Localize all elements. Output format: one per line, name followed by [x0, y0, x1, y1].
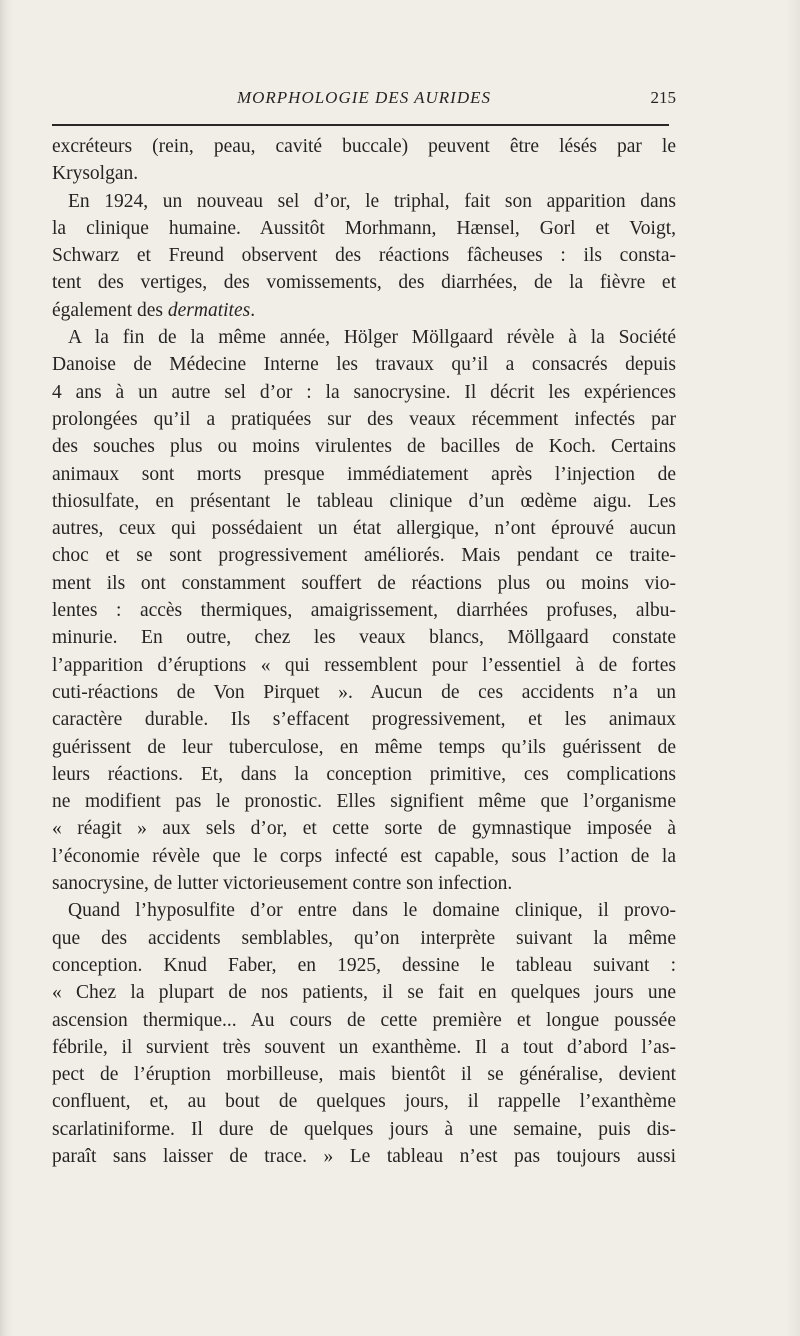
text-line: tent des vertiges, des vomissements, des diarrhées, de la fièvre et	[52, 272, 676, 294]
header-rule	[52, 124, 669, 126]
text-line: scarlatiniforme. Il dure de quelques jours à une semaine, puis dis-	[52, 1118, 676, 1140]
body-text	[52, 133, 676, 1170]
text-line: A la fin de la même année, Hölger Möllgaard révèle à la Société	[68, 327, 676, 349]
text-line: Danoise de Médecine Interne les travaux qu’il a consacrés depuis	[52, 354, 676, 376]
running-head: MORPHOLOGIE DES AURIDES	[236, 88, 492, 107]
text-line: paraît sans laisser de trace. » Le tableau n’est pas toujours aussi	[52, 1145, 676, 1167]
text-line: guérissent de leur tuberculose, en même temps qu’ils guérissent de	[52, 736, 676, 758]
text-line: ne modifient pas le pronostic. Elles signifient même que l’organisme	[52, 791, 676, 813]
text-line: « réagit » aux sels d’or, et cette sorte de gymnastique imposée à	[52, 818, 676, 840]
text-line: la clinique humaine. Aussitôt Morhmann, Hænsel, Gorl et Voigt,	[52, 217, 676, 239]
text-line: choc et se sont progressivement améliorés. Mais pendant ce traite-	[52, 545, 676, 567]
text-line: pect de l’éruption morbilleuse, mais bientôt il se généralise, devient	[52, 1064, 676, 1086]
text-line: ment ils ont constamment souffert de réactions plus ou moins vio-	[52, 572, 676, 594]
text-line: des souches plus ou moins virulentes de bacilles de Koch. Certains	[52, 436, 676, 458]
emphasis-dermatites: dermatites	[167, 299, 251, 321]
text-line: leurs réactions. Et, dans la conception primitive, ces complications	[52, 763, 676, 785]
text-line: caractère durable. Ils s’effacent progressivement, et les animaux	[52, 709, 676, 731]
text-line: ascension thermique... Au cours de cette première et longue poussée	[52, 1009, 676, 1031]
text-line: 4 ans à un autre sel d’or : la sanocrysine. Il décrit les expériences	[52, 381, 676, 403]
text-line-start: également des	[52, 299, 163, 321]
text-line: Krysolgan.	[52, 163, 139, 185]
text-line: sanocrysine, de lutter victorieusement contre son infection.	[52, 873, 513, 895]
text-line: animaux sont morts presque immédiatement après l’injection de	[52, 463, 676, 485]
text-line: minurie. En outre, chez les veaux blancs, Möllgaard constate	[52, 627, 676, 649]
text-line: que des accidents semblables, qu’on interprète suivant la même	[52, 927, 676, 949]
text-line: Quand l’hyposulfite d’or entre dans le domaine clinique, il provo-	[68, 900, 676, 922]
text-line: cuti-réactions de Von Pirquet ». Aucun de ces accidents n’a un	[52, 681, 676, 703]
text-line-with-emphasis	[52, 297, 676, 324]
text-line: En 1924, un nouveau sel d’or, le triphal, fait son apparition dans	[68, 190, 676, 212]
text-line: conception. Knud Faber, en 1925, dessine le tableau suivant :	[52, 954, 676, 976]
text-line: lentes : accès thermiques, amaigrissement, diarrhées profuses, albu-	[52, 600, 676, 622]
text-line: fébrile, il survient très souvent un exanthème. Il a tout d’abord l’as-	[52, 1036, 676, 1058]
page-header	[52, 88, 676, 112]
page-number: 215	[650, 88, 676, 107]
text-line: confluent, et, au bout de quelques jours, il rappelle l’exanthème	[52, 1091, 676, 1113]
text-line: prolongées qu’il a pratiquées sur des veaux récemment infectés par	[52, 408, 676, 430]
sentence-end: .	[250, 299, 256, 321]
text-line: l’apparition d’éruptions « qui ressemblent pour l’essentiel à de fortes	[52, 654, 676, 676]
text-line: thiosulfate, en présentant le tableau clinique d’un œdème aigu. Les	[52, 490, 676, 512]
text-line: Schwarz et Freund observent des réactions fâcheuses : ils consta-	[52, 245, 676, 267]
text-line: autres, ceux qui possédaient un état allergique, n’ont éprouvé aucun	[52, 518, 676, 540]
text-line: « Chez la plupart de nos patients, il se fait en quelques jours une	[52, 982, 676, 1004]
text-line: l’économie révèle que le corps infecté est capable, sous l’action de la	[52, 845, 676, 867]
text-line: excréteurs (rein, peau, cavité buccale) peuvent être lésés par le	[52, 136, 676, 157]
